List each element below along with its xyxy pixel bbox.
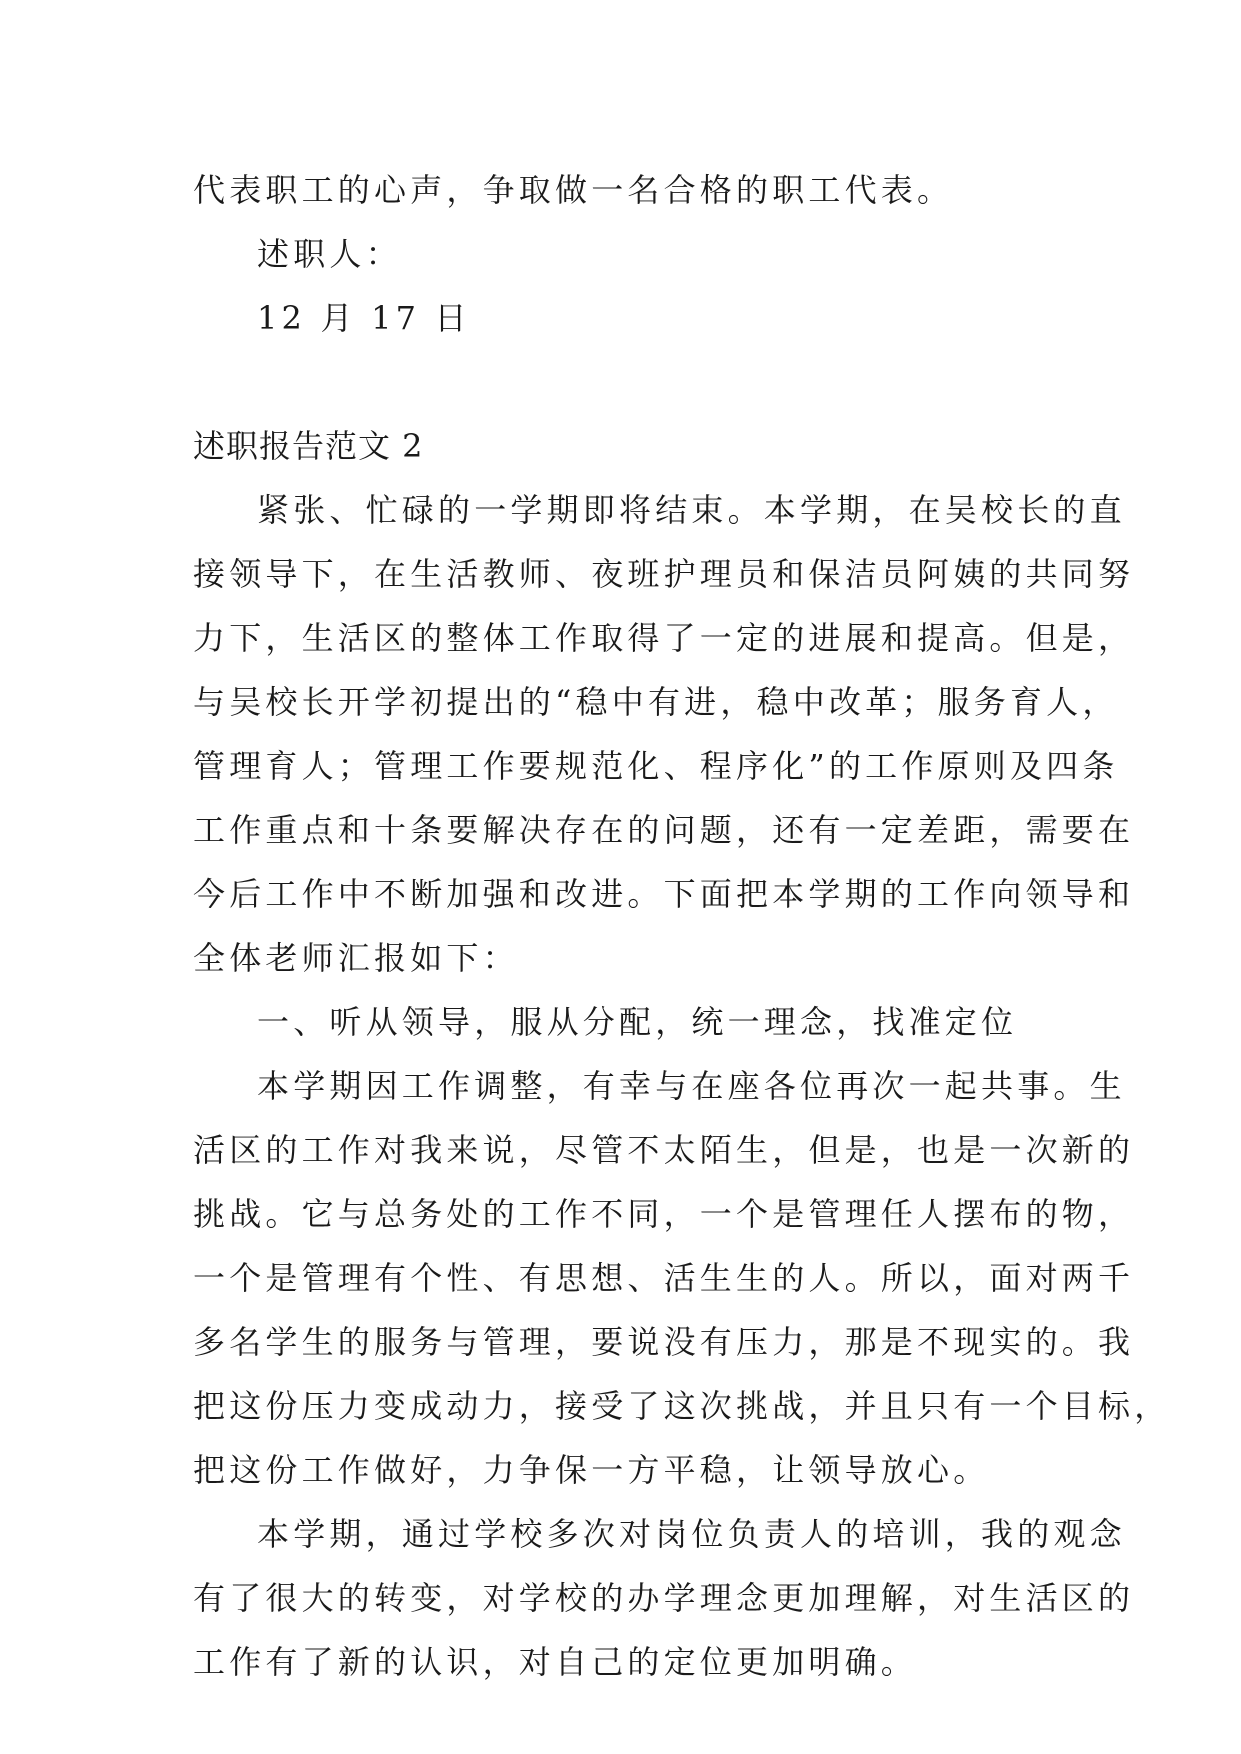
paragraph-line: 全体老师汇报如下： — [193, 939, 519, 977]
paragraph-line: 活区的工作对我来说，尽管不太陌生，但是，也是一次新的 — [193, 1131, 1135, 1169]
paragraph-line: 今后工作中不断加强和改进。下面把本学期的工作向领导和 — [193, 875, 1135, 913]
section-title: 述职报告范文 2 — [193, 427, 424, 465]
closing-line: 代表职工的心声，争取做一名合格的职工代表。 — [193, 171, 954, 209]
paragraph-line: 紧张、忙碌的一学期即将结束。本学期，在吴校长的直 — [257, 491, 1126, 529]
paragraph-line: 把这份压力变成动力，接受了这次挑战，并且只有一个目标， — [193, 1387, 1171, 1425]
paragraph-line: 多名学生的服务与管理，要说没有压力，那是不现实的。我 — [193, 1323, 1135, 1361]
signer-label: 述职人： — [257, 235, 402, 273]
paragraph-role-change — [193, 1054, 1171, 1502]
paragraph-line: 与吴校长开学初提出的“稳中有进，稳中改革；服务育人， — [193, 683, 1119, 721]
paragraph-intro — [193, 478, 1135, 990]
report-date: 12 月 17 日 — [257, 299, 471, 337]
paragraph-line: 有了很大的转变，对学校的办学理念更加理解，对生活区的 — [193, 1579, 1135, 1617]
document-body — [193, 158, 1171, 1694]
paragraph-line: 挑战。它与总务处的工作不同，一个是管理任人摆布的物， — [193, 1195, 1135, 1233]
paragraph-line: 接领导下，在生活教师、夜班护理员和保洁员阿姨的共同努 — [193, 555, 1135, 593]
paragraph-line: 把这份工作做好，力争保一方平稳，让领导放心。 — [193, 1451, 990, 1489]
paragraph-line: 一个是管理有个性、有思想、活生生的人。所以，面对两千 — [193, 1259, 1135, 1297]
subheading-line: 一、听从领导，服从分配，统一理念，找准定位 — [257, 1003, 1018, 1041]
paragraph-training — [193, 1502, 1135, 1694]
subheading-one — [193, 990, 1073, 1054]
paragraph-line: 工作重点和十条要解决存在的问题，还有一定差距，需要在 — [193, 811, 1135, 849]
paragraph-line: 工作有了新的认识，对自己的定位更加明确。 — [193, 1643, 918, 1681]
paragraph-line: 力下，生活区的整体工作取得了一定的进展和提高。但是， — [193, 619, 1135, 657]
paragraph-line: 本学期因工作调整，有幸与在座各位再次一起共事。生 — [257, 1067, 1126, 1105]
section-gap — [193, 350, 1073, 414]
paragraph-line: 管理育人；管理工作要规范化、程序化”的工作原则及四条 — [193, 747, 1119, 785]
paragraph-line: 本学期，通过学校多次对岗位负责人的培训，我的观念 — [257, 1515, 1126, 1553]
